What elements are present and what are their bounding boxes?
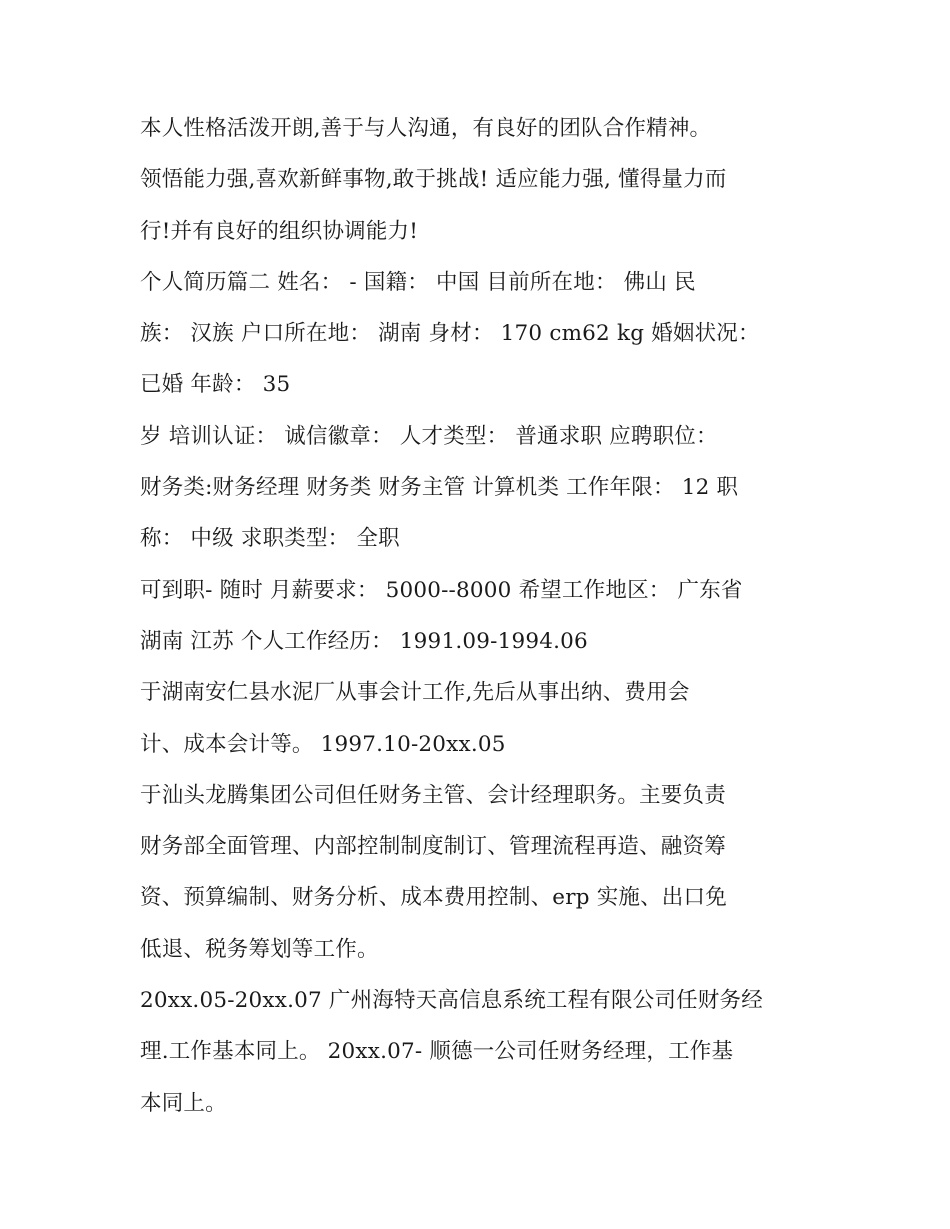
text-line: 已婚 年龄： 35 [140, 372, 291, 398]
text-line: 资、预算编制、财务分析、成本费用控制、erp 实施、出口免 [140, 885, 727, 911]
text-line: 可到职- 随时 月薪要求： 5000--8000 希望工作地区： 广东省 [140, 577, 743, 603]
text-line: 财务类:财务经理 财务类 财务主管 计算机类 工作年限： 12 职 [140, 475, 739, 501]
text-line: 称： 中级 求职类型： 全职 [140, 526, 400, 552]
text-line: 于汕头龙腾集团公司但任财务主管、会计经理职务。主要负责 [140, 782, 726, 808]
text-line: 计、成本会计等。 1997.10-20xx.05 [140, 731, 506, 757]
document-body [140, 103, 820, 1129]
text-line: 族： 汉族 户口所在地： 湖南 身材： 170 cm62 kg 婚姻状况： [140, 321, 760, 347]
text-line: 财务部全面管理、内部控制制度制订、管理流程再造、融资筹 [140, 834, 726, 860]
text-line: 本同上。 [140, 1090, 227, 1116]
text-line: 理.工作基本同上。 20xx.07- 顺德一公司任财务经理，工作基 [140, 1039, 734, 1065]
text-line: 行!并有良好的组织协调能力! [140, 218, 419, 244]
text-line: 领悟能力强,喜欢新鲜事物,敢于挑战! 适应能力强, 懂得量力而 [140, 167, 727, 193]
text-line: 20xx.05-20xx.07 广州海特天高信息系统工程有限公司任财务经 [140, 988, 763, 1014]
text-line: 湖南 江苏 个人工作经历： 1991.09-1994.06 [140, 628, 588, 654]
text-line: 岁 培训认证： 诚信徽章： 人才类型： 普通求职 应聘职位： [140, 423, 718, 449]
text-line: 本人性格活泼开朗,善于与人沟通，有良好的团队合作精神。 [140, 116, 712, 141]
text-line: 个人简历篇二 姓名： - 国籍： 中国 目前所在地： 佛山 民 [140, 269, 696, 295]
text-line: 于湖南安仁县水泥厂从事会计工作,先后从事出纳、费用会 [140, 680, 690, 706]
text-line: 低退、税务筹划等工作。 [140, 936, 379, 962]
